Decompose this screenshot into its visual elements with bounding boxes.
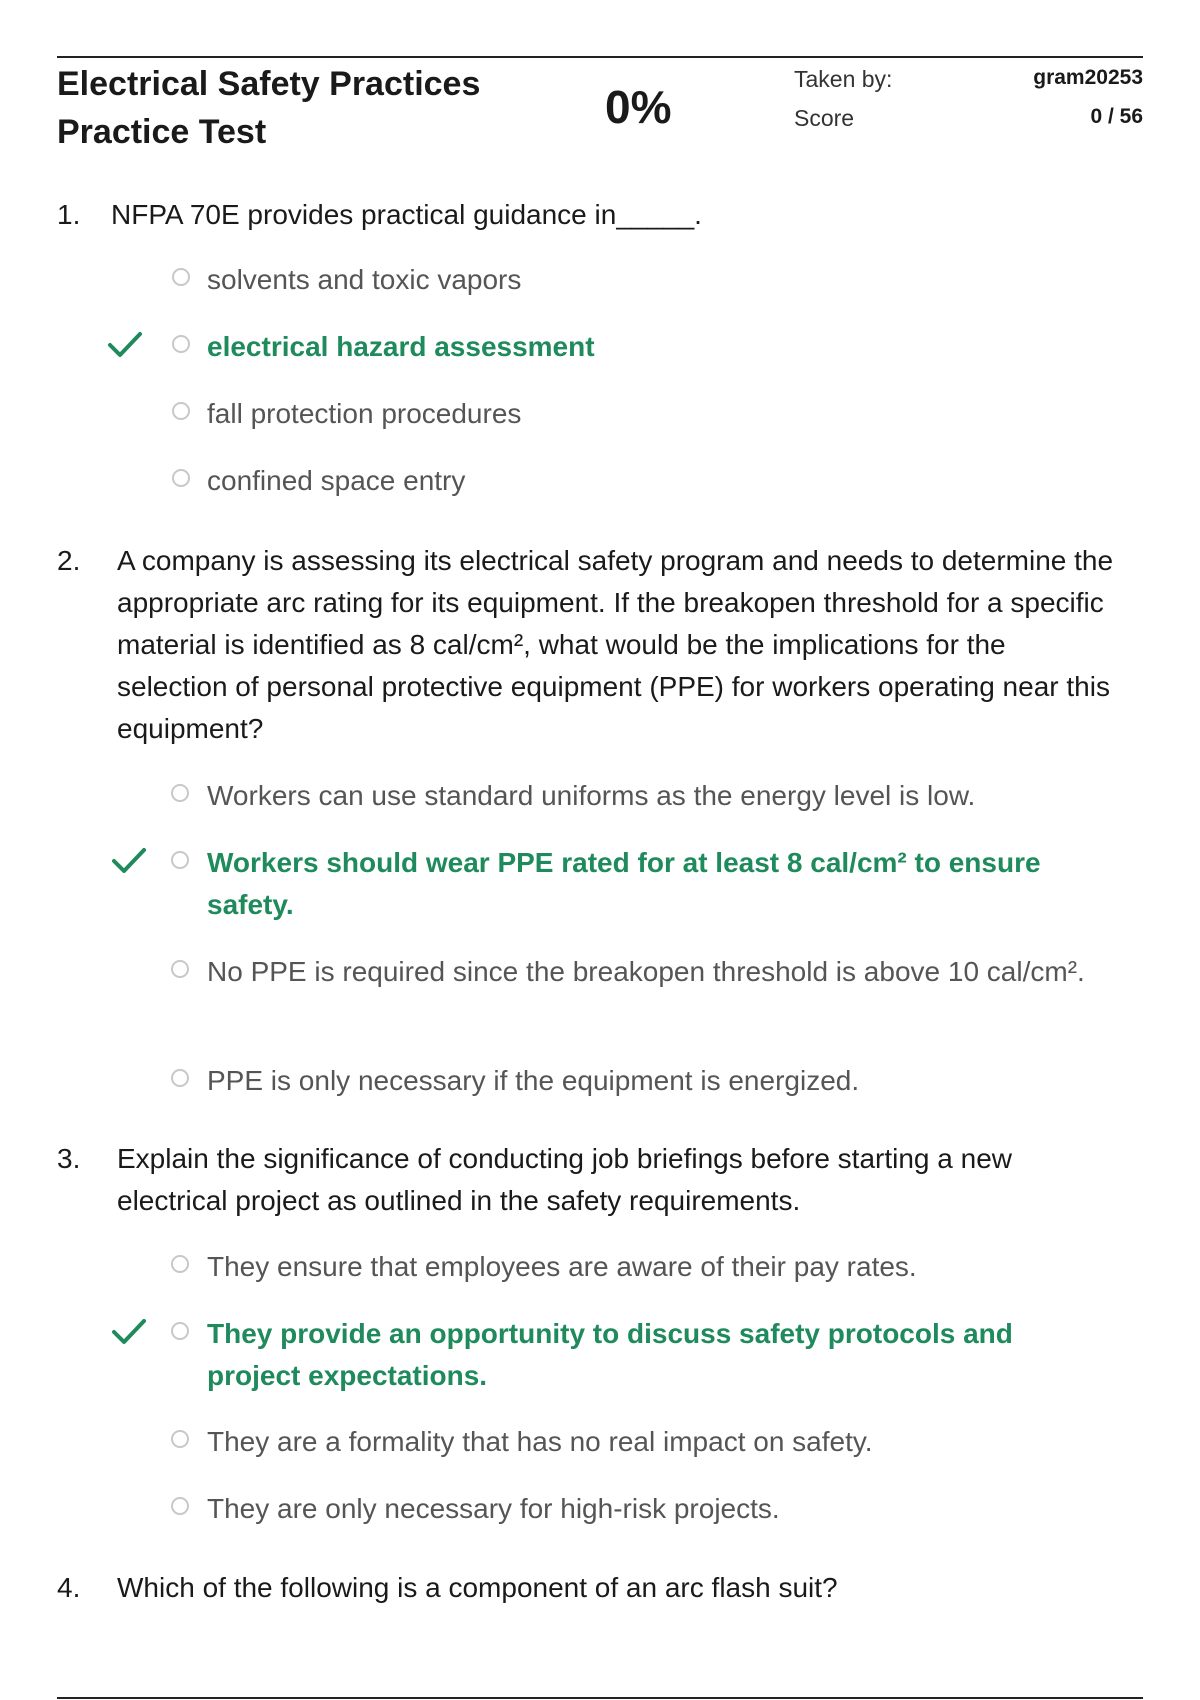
option-text: No PPE is required since the breakopen threshold is above 10 cal/cm².: [207, 956, 1085, 987]
taken-by-label: Taken by:: [794, 66, 893, 92]
option-text: fall protection procedures: [207, 398, 522, 429]
score-value: 0 / 56: [1090, 105, 1143, 128]
radio-button[interactable]: [171, 960, 189, 978]
radio-button[interactable]: [172, 402, 190, 420]
radio-button[interactable]: [171, 1497, 189, 1515]
radio-button[interactable]: [171, 851, 189, 869]
option-text: Workers can use standard uniforms as the energy level is low.: [207, 780, 976, 811]
question-number: 4.: [57, 1572, 81, 1603]
radio-button[interactable]: [172, 268, 190, 286]
radio-button[interactable]: [172, 469, 190, 487]
radio-button[interactable]: [171, 1069, 189, 1087]
question-number: 1.: [57, 199, 81, 230]
title-line-1: Electrical Safety Practices: [57, 65, 481, 103]
radio-button[interactable]: [171, 1255, 189, 1273]
option-text: They ensure that employees are aware of their pay rates.: [207, 1251, 917, 1282]
option-text: PPE is only necessary if the equipment is energized.: [207, 1065, 860, 1096]
correct-check-icon: [107, 330, 143, 360]
score-label: Score: [794, 105, 855, 131]
question-number: 3.: [57, 1143, 81, 1174]
test-header: [57, 58, 1143, 158]
bottom-divider: [57, 1697, 1143, 1699]
radio-button[interactable]: [172, 335, 190, 353]
option-text: confined space entry: [207, 465, 466, 496]
radio-button[interactable]: [171, 1430, 189, 1448]
option-text: solvents and toxic vapors: [207, 264, 522, 295]
option-text: They provide an opportunity to discuss safety protocols and project expectations.: [207, 1318, 1013, 1391]
correct-check-icon: [111, 846, 147, 876]
question-text: Which of the following is a component of an arc flash suit?: [117, 1572, 838, 1603]
question-text: Explain the significance of conducting job briefings before starting a new electrical project as outlined in the safety requirements.: [117, 1143, 1012, 1216]
question-text: A company is assessing its electrical safety program and needs to determine the appropriate arc rating for its equipment. If the breakopen threshold for a specific material is identified as 8 cal/cm², what would be the implications for the selection of personal protective equipment (PPE) for workers operating near this equipment?: [117, 545, 1114, 744]
option-text: electrical hazard assessment: [207, 331, 595, 362]
option-text: They are a formality that has no real impact on safety.: [207, 1426, 873, 1457]
taken-by-value: gram20253: [1033, 66, 1143, 89]
score-percent: 0%: [605, 81, 672, 133]
radio-button[interactable]: [171, 1322, 189, 1340]
test-title: [57, 60, 527, 156]
option-text: Workers should wear PPE rated for at least 8 cal/cm² to ensure safety.: [207, 847, 1041, 920]
title-line-2: Practice Test: [57, 113, 267, 151]
test-page: [57, 0, 1143, 1700]
option-text: They are only necessary for high-risk projects.: [207, 1493, 780, 1524]
radio-button[interactable]: [171, 784, 189, 802]
question-number: 2.: [57, 545, 81, 576]
correct-check-icon: [111, 1317, 147, 1347]
question-text: NFPA 70E provides practical guidance in_____.: [111, 199, 702, 230]
